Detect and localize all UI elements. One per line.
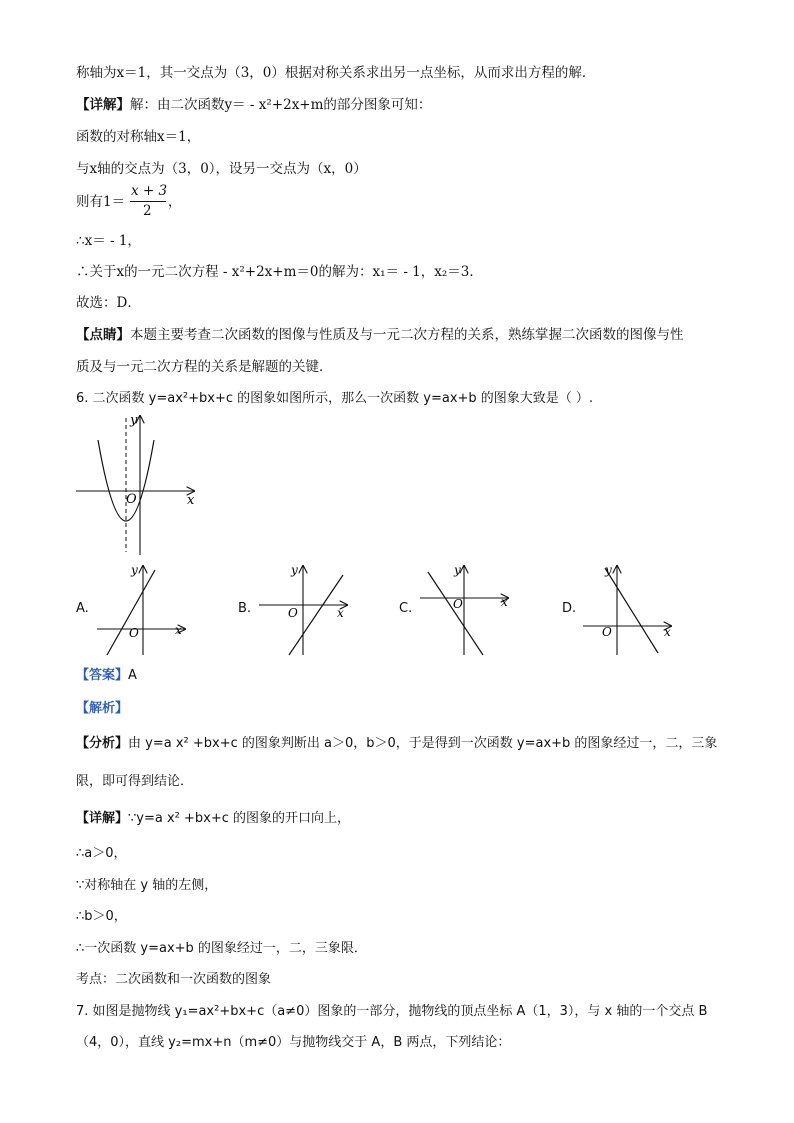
text-line (76, 810, 350, 828)
line-graph (428, 572, 483, 655)
origin-label: O (453, 597, 463, 611)
y-label: y (131, 563, 138, 577)
text-line: 故选：D． (76, 295, 141, 311)
line-graph (107, 570, 155, 655)
fraction-bar (130, 201, 166, 202)
detail-tag: 【详解】 (76, 97, 130, 113)
analysis-line (76, 700, 128, 718)
option-b-label: B. (238, 601, 252, 616)
question-6: 6. 二次函数 y=ax²+bx+c 的图象如图所示，那么一次函数 y=ax+b 的图象大致是（ ）. (76, 391, 594, 406)
option-c-graph (418, 562, 518, 657)
comment-text: 本题主要考查二次函数的图像与性质及与一元二次方程的关系，熟练掌握二次函数的图像与性 (130, 327, 684, 343)
x-label: x (175, 623, 182, 637)
knowledge-point: 考点：二次函数和一次函数的图象 (76, 972, 272, 987)
origin-label: O (602, 625, 612, 639)
x-label: x (337, 606, 344, 620)
origin-label: O (129, 626, 139, 640)
text-line: 称轴为x＝1，其一交点为（3，0）根据对称关系求出另一点坐标，从而求出方程的解． (76, 65, 596, 81)
text-line: 与x轴的交点为（3，0），设另一交点为（x，0） (76, 161, 367, 177)
fraction-numerator: x + 3 (131, 183, 168, 199)
parabola-curve (98, 440, 154, 521)
text-line: ∴b＞0， (76, 909, 127, 924)
detail-text: ∵y=a x² +bx+c 的图象的开口向上， (128, 811, 351, 826)
y-label: y (454, 563, 461, 577)
y-label: y (130, 413, 138, 428)
x-label: x (664, 625, 671, 639)
text-line: 质及与一元二次方程的关系是解题的关键． (76, 359, 333, 375)
fraction-line-prefix: 则有1＝ (76, 194, 126, 210)
line-graph (605, 568, 658, 653)
analysis-sub-tag: 【分析】 (76, 736, 129, 751)
origin-label: O (126, 492, 137, 507)
text-line: ∴a＞0， (76, 846, 127, 861)
analysis-text: 由 y=a x² +bx+c 的图象判断出 a＞0，b＞0，于是得到一次函数 y=ax+b 的图象经过一，二，三象 (128, 736, 718, 751)
option-c-label: C. (399, 601, 413, 616)
option-d-graph (581, 562, 681, 657)
question-7-line-2: （4，0），直线 y₂=mx+n（m≠0）与抛物线交于 A，B 两点，下列结论： (76, 1035, 511, 1050)
y-label: y (291, 563, 298, 577)
answer-value: A (128, 668, 137, 683)
y-label: y (605, 563, 612, 577)
option-a-graph (95, 562, 195, 657)
text-line: 限，即可得到结论． (76, 774, 194, 789)
x-label: x (187, 493, 195, 508)
detail-tag: 【详解】 (76, 811, 129, 826)
text-line: ∴一次函数 y=ax+b 的图象经过一，二，三象限． (76, 941, 367, 956)
text-line: ∴关于x的一元二次方程 - x²+2x+m＝0的解为：x₁＝ - 1，x₂＝3． (76, 264, 483, 280)
detail-text: 解：由二次函数y＝ - x²+2x+m的部分图象可知： (130, 97, 432, 113)
x-label: x (501, 595, 508, 609)
text-line: ∵对称轴在 y 轴的左侧， (76, 878, 218, 893)
question-7-line-1: 7. 如图是抛物线 y₁=ax²+bx+c（a≠0）图象的一部分，抛物线的顶点坐标 A（1，3），与 x 轴的一个交点 B (76, 1004, 708, 1019)
option-a-label: A. (76, 601, 89, 616)
comment-tag: 【点睛】 (76, 327, 130, 343)
text-line (76, 96, 431, 114)
answer-line (76, 667, 137, 685)
answer-tag: 【答案】 (76, 668, 129, 683)
option-d-label: D. (562, 601, 577, 616)
analysis-text-line (76, 735, 717, 753)
origin-label: O (288, 606, 298, 620)
option-b-graph (257, 562, 357, 657)
text-line (76, 326, 684, 344)
analysis-tag: 【解析】 (76, 701, 129, 716)
text-line: ∴x＝ - 1， (76, 233, 141, 249)
parabola-figure (70, 412, 210, 562)
text-line: 函数的对称轴x＝1， (76, 129, 201, 145)
fraction-line-suffix: ， (168, 194, 182, 210)
fraction-denominator: 2 (143, 203, 152, 219)
